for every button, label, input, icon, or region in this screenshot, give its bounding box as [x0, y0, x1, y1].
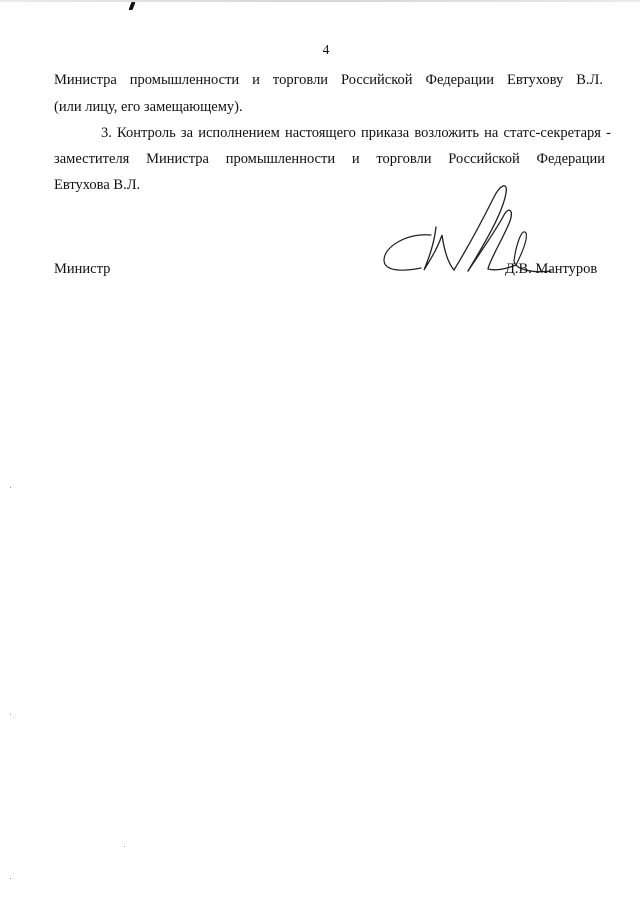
scan-mark — [129, 2, 136, 10]
paragraph-2-line-1: 3. Контроль за исполнением настоящего приказа возложить на статс-секретаря - — [101, 125, 611, 141]
scan-speck — [10, 714, 11, 715]
paragraph-1-line-2: (или лицу, его замещающему). — [54, 99, 243, 115]
paragraph-1-line-1: Министра промышленности и торговли Российской Федерации Евтухову В.Л. — [54, 72, 603, 88]
paragraph-2-line-2: заместителя Министра промышленности и торговли Российской Федерации — [54, 151, 605, 167]
signatory-name: Д.В. Мантуров — [505, 261, 598, 277]
scan-top-edge — [0, 0, 640, 2]
scan-speck — [10, 487, 11, 488]
paragraph-2-line-3: Евтухова В.Л. — [54, 177, 141, 193]
page-number: 4 — [322, 42, 330, 57]
scan-speck — [10, 878, 11, 879]
scan-speck — [124, 846, 125, 847]
signatory-position: Министр — [54, 261, 111, 277]
